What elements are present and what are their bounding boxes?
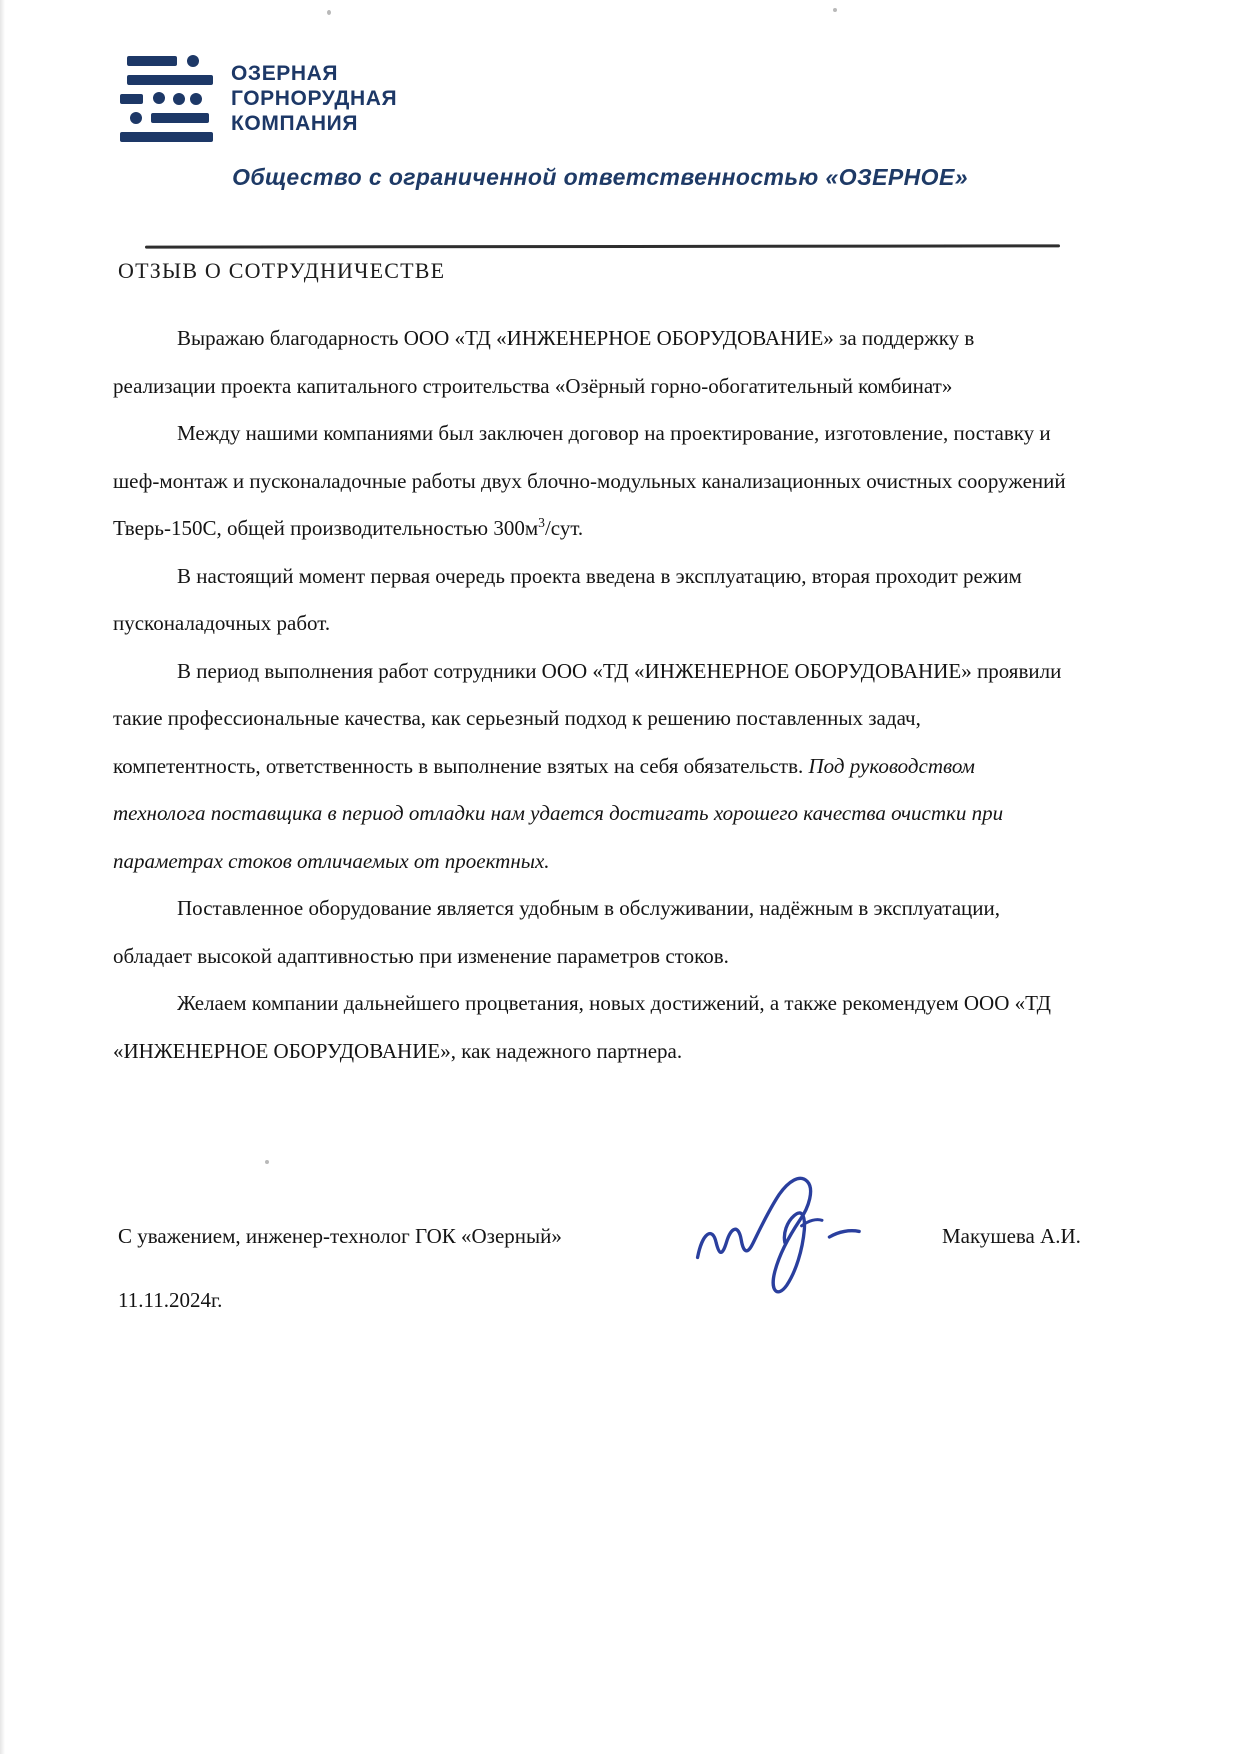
scan-edge-shadow <box>0 0 5 1754</box>
letter-date: 11.11.2024г. <box>118 1288 223 1312</box>
logo-word-3: КОМПАНИЯ <box>231 111 359 135</box>
document-title: Общество с ограниченной ответственностью «ОЗЕРНОЕ» <box>232 164 968 190</box>
paragraph-6 <box>113 980 1068 1075</box>
logo-word-1: ОЗЕРНАЯ <box>231 61 339 85</box>
paragraph-2-text: Между нашими компаниями был заключен договор на проектирование, изготовление, поставку и шеф-монтаж и пусконаладочные работы двух блочно-модульных канализационных очистных сооружений Тверь-150С, общей производительностью 300м <box>113 421 1066 540</box>
company-logo-icon <box>115 52 215 144</box>
signer-name: Макушева А.И. <box>942 1224 1081 1248</box>
paragraph-1-text: Выражаю благодарность ООО «ТД «ИНЖЕНЕРНОЕ ОБОРУДОВАНИЕ» за поддержку в реализации проекта капитального строительства «Озёрный горно-обогатительный комбинат» <box>113 326 975 398</box>
paragraph-3 <box>113 553 1068 648</box>
paragraph-6-text: Желаем компании дальнейшего процветания, новых достижений, а также рекомендуем ООО «ТД «ИНЖЕНЕРНОЕ ОБОРУДОВАНИЕ», как надежного партнера. <box>113 991 1051 1063</box>
scan-speck <box>833 8 837 12</box>
scan-speck <box>265 1160 269 1164</box>
company-logo-wordmark <box>231 61 397 136</box>
paragraph-4-italic: Под руководством технолога поставщика в период отладки нам удается достигать хорошего качества очистки при параметрах стоков отличаемых от проектных. <box>113 753 1004 873</box>
paragraph-5 <box>113 885 1068 980</box>
paragraph-2 <box>113 410 1068 553</box>
signature-caption: С уважением, инженер-технолог ГОК «Озерный» <box>118 1224 562 1248</box>
company-logo <box>115 52 397 144</box>
paragraph-1 <box>113 315 1068 410</box>
paragraph-2-tail: /сут. <box>544 516 584 540</box>
letter-heading: ОТЗЫВ О СОТРУДНИЧЕСТВЕ <box>118 258 446 283</box>
letter-body <box>113 315 1068 1075</box>
paragraph-5-text: Поставленное оборудование является удобным в обслуживании, надёжным в эксплуатации, обладает высокой адаптивностью при изменение параметров стоков. <box>113 896 1001 968</box>
paragraph-3-text: В настоящий момент первая очередь проекта введена в эксплуатацию, вторая проходит режим пусконаладочных работ. <box>113 563 1022 635</box>
logo-word-2: ГОРНОРУДНАЯ <box>231 86 398 110</box>
paragraph-4 <box>113 648 1068 886</box>
horizontal-rule <box>145 244 1060 248</box>
superscript-3: 3 <box>538 515 545 530</box>
paragraph-4-regular: В период выполнения работ сотрудники ООО «ТД «ИНЖЕНЕРНОЕ ОБОРУДОВАНИЕ» проявили такие профессиональные качества, как серьезный подход к решению поставленных задач, компетентность, ответственность в выполнение взятых на себя обязательств. <box>113 658 1062 778</box>
scan-speck <box>327 10 331 15</box>
handwritten-signature <box>683 1172 883 1302</box>
